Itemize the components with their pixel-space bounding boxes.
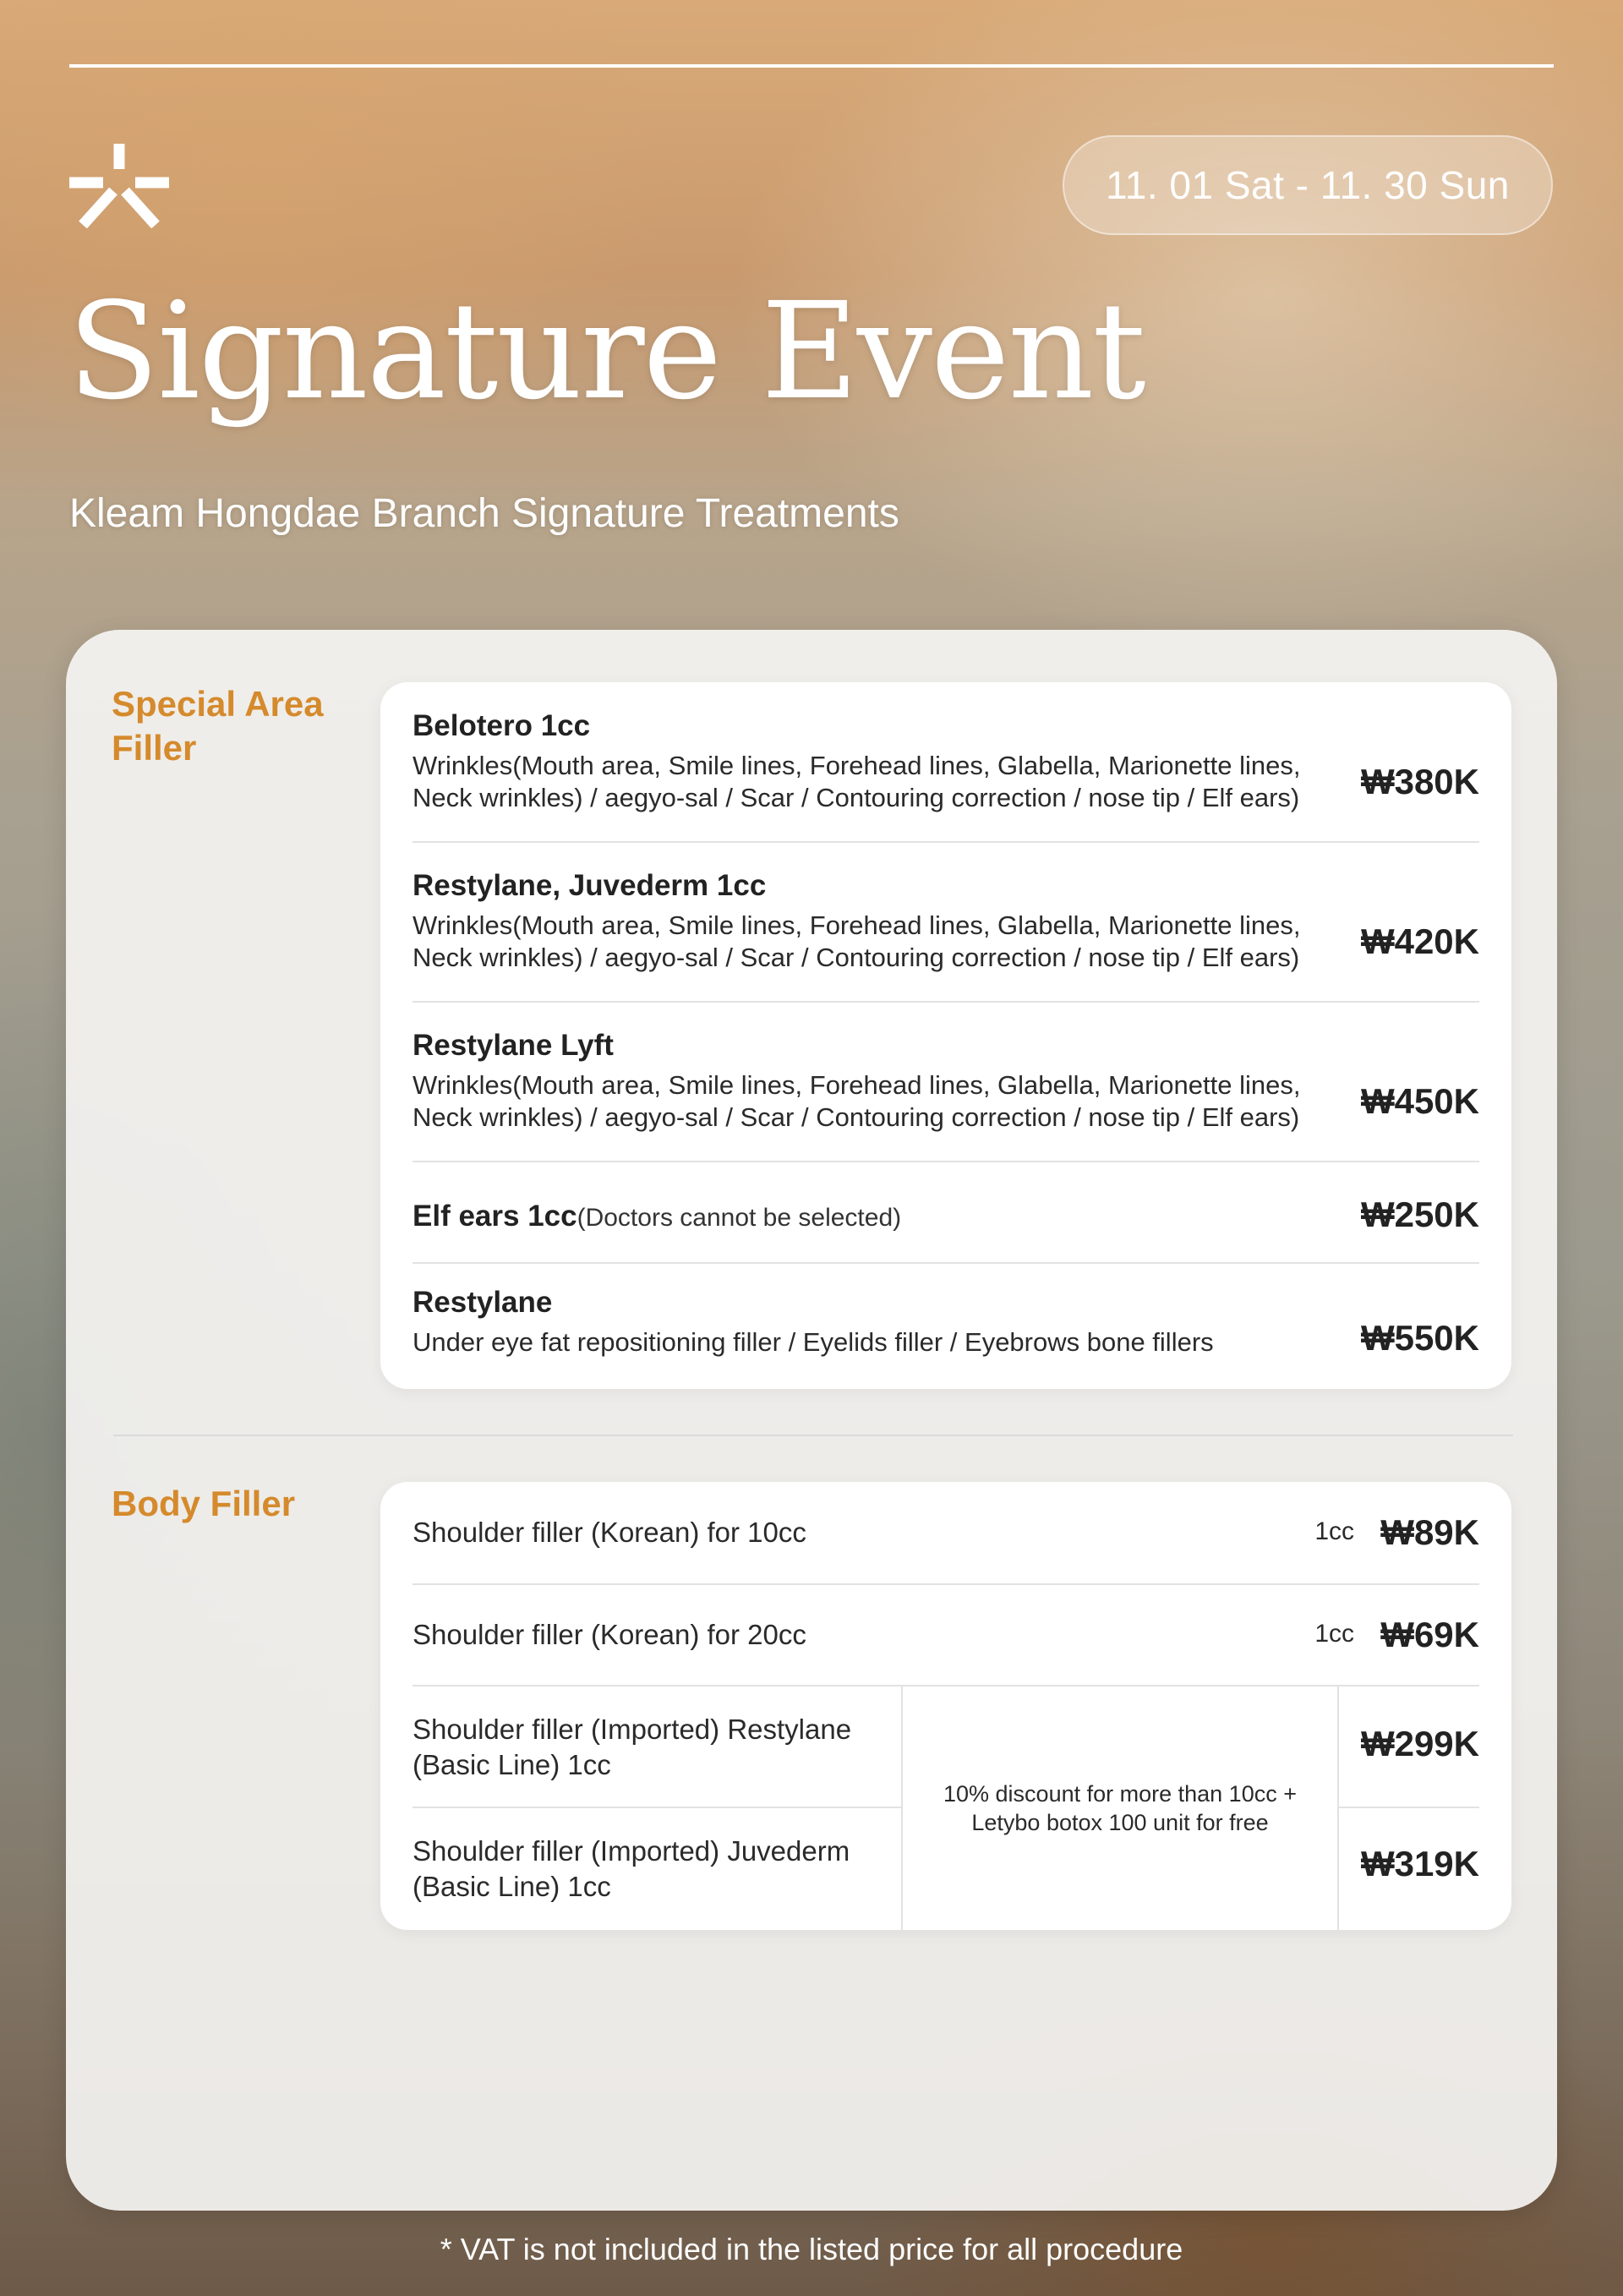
item-price: ₩319K: [1360, 1844, 1479, 1883]
item-name: Shoulder filler (Korean) for 20cc: [413, 1619, 806, 1650]
price-cell: [1339, 1808, 1479, 1930]
asterisk-logo-icon: [69, 144, 169, 228]
list-item: [413, 1027, 1479, 1162]
item-name: Restylane, Juvederm 1cc: [413, 869, 767, 902]
item-price: ₩380K: [1360, 762, 1479, 801]
item-name: Restylane Lyft: [413, 1029, 614, 1062]
item-description: Under eye fat repositioning filler / Eyelids filler / Eyebrows bone fillers: [413, 1327, 1214, 1357]
item-note: (Doctors cannot be selected): [577, 1204, 902, 1232]
item-name-row: [413, 1198, 901, 1237]
list-item: [413, 867, 1479, 1003]
item-price: ₩420K: [1360, 921, 1479, 961]
item-description: Wrinkles(Mouth area, Smile lines, Forehead lines, Glabella, Marionette lines, Neck wrinkles) / aegyo-sal / Scar / Contouring correction / nose tip / Elf ears): [413, 910, 1301, 972]
promo-text-line-1: 10% discount for more than 10cc +: [943, 1781, 1297, 1807]
page-subtitle: Kleam Hongdae Branch Signature Treatments: [69, 491, 899, 536]
promo-cell: [901, 1686, 1339, 1930]
item-name: Shoulder filler (Imported) Juvederm (Basic Line) 1cc: [413, 1835, 850, 1902]
item-description: Wrinkles(Mouth area, Smile lines, Forehead lines, Glabella, Marionette lines, Neck wrinkles) / aegyo-sal / Scar / Contouring correction / nose tip / Elf ears): [413, 1070, 1301, 1132]
item-unit: 1cc: [1314, 1620, 1354, 1648]
item-price: ₩450K: [1360, 1081, 1479, 1121]
item-name: Shoulder filler (Korean) for 10cc: [413, 1517, 806, 1548]
item-price: ₩299K: [1360, 1724, 1479, 1763]
list-item: [413, 708, 1479, 843]
item-name: Belotero 1cc: [413, 709, 591, 742]
special-area-filler-panel: [380, 682, 1511, 1389]
item-description: Wrinkles(Mouth area, Smile lines, Forehead lines, Glabella, Marionette lines, Neck wrinkles) / aegyo-sal / Scar / Contouring correction / nose tip / Elf ears): [413, 751, 1301, 812]
list-item: [413, 1482, 1479, 1585]
price-cell: [1339, 1686, 1479, 1808]
promo-text-line-2: Letybo botox 100 unit for free: [971, 1810, 1269, 1835]
list-item: [413, 1686, 901, 1808]
list-item: [413, 1162, 1479, 1264]
section-label-special-area-filler: Special Area Filler: [112, 684, 324, 768]
list-item: [413, 1585, 1479, 1686]
item-price: ₩250K: [1360, 1194, 1479, 1234]
item-price: ₩550K: [1360, 1318, 1479, 1358]
imported-price-column: [1339, 1686, 1479, 1930]
body-filler-panel: [380, 1482, 1511, 1930]
section-divider: [113, 1435, 1513, 1436]
date-range-badge: 11. 01 Sat - 11. 30 Sun: [1063, 135, 1553, 235]
item-name: Restylane: [413, 1286, 553, 1319]
price-card: [66, 630, 1557, 2211]
page-title: Signature Event: [68, 274, 1145, 429]
item-name: Shoulder filler (Imported) Restylane (Basic Line) 1cc: [413, 1714, 852, 1780]
imported-items-column: [413, 1686, 901, 1930]
top-rule: [69, 64, 1554, 68]
item-price: ₩89K: [1380, 1512, 1479, 1552]
item-price: ₩69K: [1380, 1615, 1479, 1654]
list-item: [413, 1284, 1479, 1377]
list-item: [413, 1808, 901, 1930]
vat-footnote: * VAT is not included in the listed price for all procedure: [440, 2232, 1183, 2266]
section-label-body-filler: Body Filler: [112, 1484, 296, 1523]
item-unit: 1cc: [1314, 1517, 1354, 1545]
item-name: Elf ears 1cc: [413, 1200, 577, 1233]
